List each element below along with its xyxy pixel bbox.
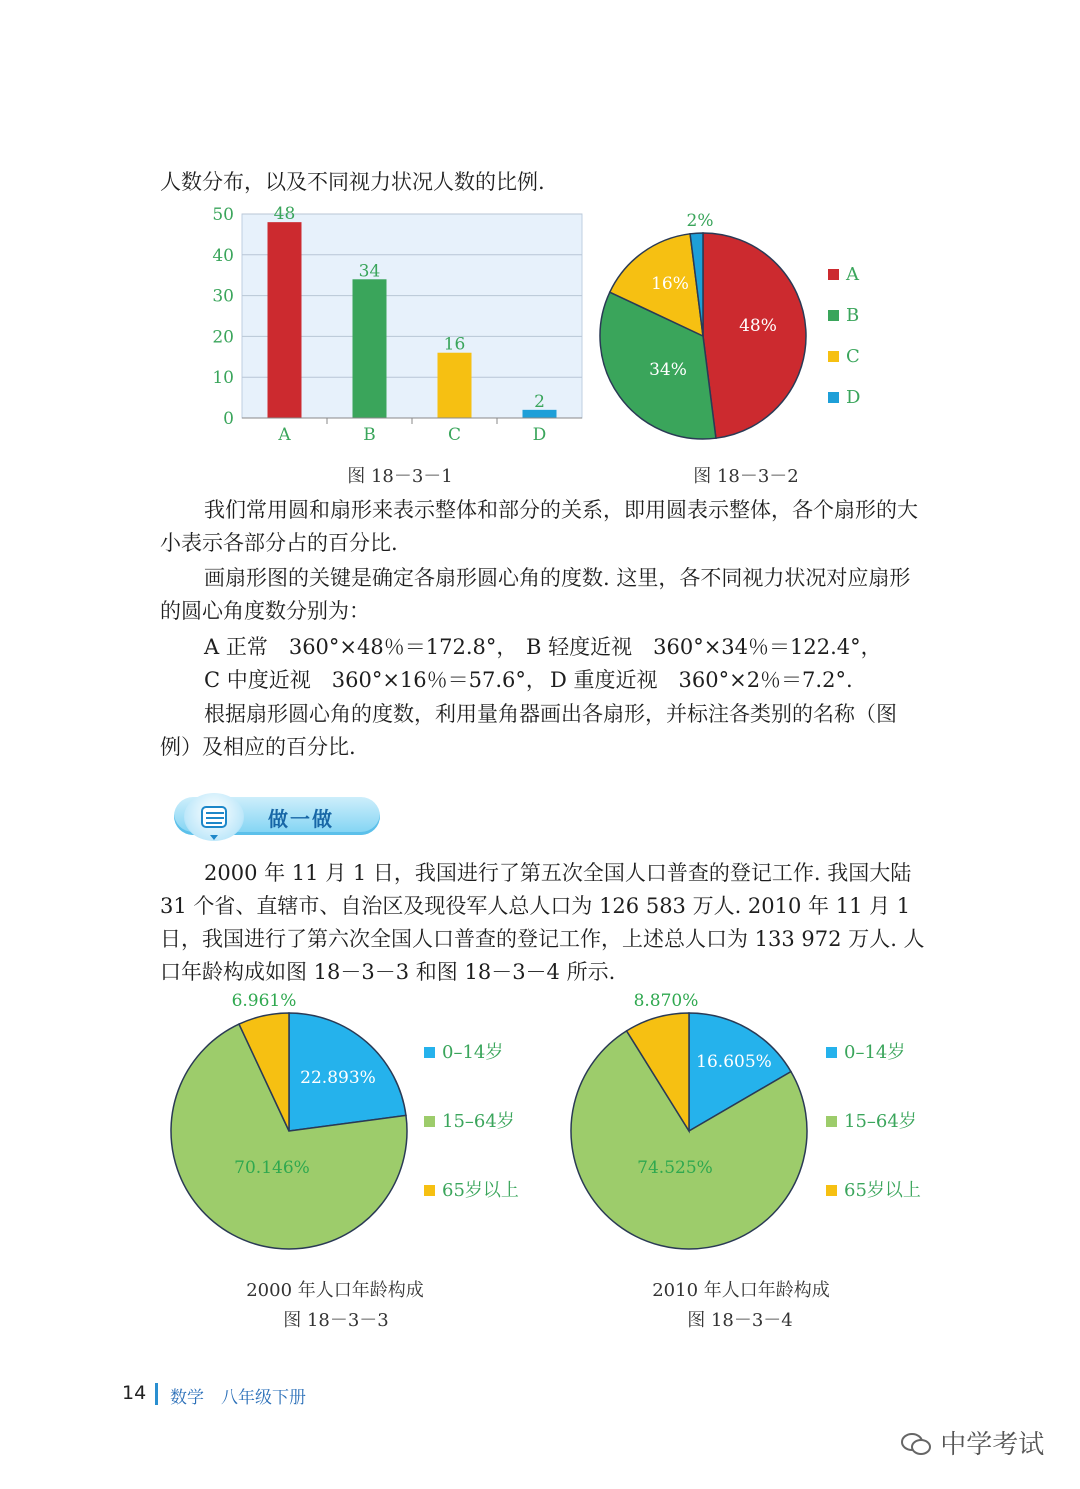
slice-value-label: 74.525% xyxy=(637,1158,713,1178)
section-title: 做一做 xyxy=(268,807,334,831)
paragraph-1: 我们常用圆和扇形来表示整体和部分的关系，即用圆表示整体，各个扇形的大小表示各部分占的百分比. xyxy=(160,498,918,555)
bar-C xyxy=(438,353,472,418)
x-tick-label: B xyxy=(363,425,376,445)
legend-label: C xyxy=(846,346,860,367)
bar-value-label: 2 xyxy=(534,391,545,412)
pie-chart-vision xyxy=(590,206,890,456)
legend-swatch xyxy=(828,310,839,321)
bar-value-label: 34 xyxy=(358,261,381,282)
legend-label: B xyxy=(846,305,860,326)
formula-a: A 正常 360°×48％＝172.8°， xyxy=(204,635,518,659)
legend-label: 0–14岁 xyxy=(844,1042,906,1063)
legend-label: 15–64岁 xyxy=(442,1111,515,1132)
slice-value-label: 16% xyxy=(651,274,689,294)
paragraph-3: 根据扇形圆心角的度数，利用量角器画出各扇形，并标注各类别的名称（图例）及相应的百分比. xyxy=(160,702,897,759)
bar-B xyxy=(353,279,387,418)
legend-swatch xyxy=(424,1185,435,1196)
caption-fig-18-3-4: 图 18－3－4 xyxy=(687,1310,793,1331)
y-tick-label: 40 xyxy=(212,245,234,266)
legend-swatch xyxy=(828,269,839,280)
intro-line: 人数分布，以及不同视力状况人数的比例. xyxy=(160,170,545,194)
formula-d: D 重度近视 360°×2％＝7.2°. xyxy=(550,668,853,692)
paragraph-4: 2000 年 11 月 1 日，我国进行了第五次全国人口普查的登记工作. 我国大陆 31 个省、直辖市、自治区及现役军人总人口为 126 583 万人. 2010 年 11 月 1 日，我国进行了第六次全国人口普查的登记工作，上述总人口为 133 972 万人. 人口年龄构成如图 18－3－3 和图 18－3－4 所示. xyxy=(160,861,925,984)
slice-value-label: 16.605% xyxy=(696,1052,772,1072)
y-tick-label: 10 xyxy=(212,368,234,389)
legend-swatch xyxy=(828,351,839,362)
book-title: 数学 八年级下册 xyxy=(170,1388,306,1408)
slice-value-label: 6.961% xyxy=(231,991,297,1011)
paragraph-2: 画扇形图的关键是确定各扇形圆心角的度数. 这里，各不同视力状况对应扇形的圆心角度数分别为： xyxy=(160,566,911,623)
y-tick-label: 50 xyxy=(212,205,234,225)
title-fig-18-3-4: 2010 年人口年龄构成 xyxy=(652,1280,830,1301)
y-tick-label: 20 xyxy=(212,327,234,348)
legend-swatch xyxy=(826,1047,837,1058)
watermark-text: 中学考试 xyxy=(940,1430,1045,1460)
legend-label: 65岁以上 xyxy=(442,1180,519,1201)
slice-value-label: 48% xyxy=(739,316,777,336)
x-tick-label: D xyxy=(532,425,547,445)
bar-value-label: 48 xyxy=(273,204,296,225)
pie-chart-2010 xyxy=(562,990,942,1260)
y-tick-label: 30 xyxy=(212,286,234,307)
legend-swatch xyxy=(826,1116,837,1127)
formula-b: B 轻度近视 360°×34％＝122.4°， xyxy=(526,635,882,659)
slice-value-label: 8.870% xyxy=(633,991,699,1011)
title-fig-18-3-3: 2000 年人口年龄构成 xyxy=(246,1280,424,1301)
legend-label: 65岁以上 xyxy=(844,1180,921,1201)
legend-swatch xyxy=(424,1047,435,1058)
legend-label: 15–64岁 xyxy=(844,1111,917,1132)
page-number: 14 xyxy=(122,1382,147,1404)
section-banner xyxy=(156,793,380,841)
legend-label: 0–14岁 xyxy=(442,1042,504,1063)
slice-value-label: 2% xyxy=(686,211,714,231)
bar-value-label: 16 xyxy=(443,334,466,355)
bar-chart xyxy=(200,204,600,454)
slice-value-label: 34% xyxy=(649,360,687,380)
bar-A xyxy=(268,222,302,418)
caption-fig-18-3-3: 图 18－3－3 xyxy=(283,1310,389,1331)
footer-divider xyxy=(155,1383,158,1405)
slice-value-label: 70.146% xyxy=(234,1158,310,1178)
hand-pointer-icon xyxy=(184,793,244,841)
legend-label: D xyxy=(846,387,861,408)
legend-label: A xyxy=(846,264,859,285)
legend-swatch xyxy=(826,1185,837,1196)
caption-fig-18-3-1: 图 18－3－1 xyxy=(347,466,453,487)
x-tick-label: A xyxy=(278,425,291,445)
caption-fig-18-3-2: 图 18－3－2 xyxy=(693,466,799,487)
pie-chart-2000 xyxy=(160,990,540,1260)
x-tick-label: C xyxy=(447,425,462,445)
formula-c: C 中度近视 360°×16％＝57.6°， xyxy=(204,668,547,692)
watermark xyxy=(900,1424,1044,1461)
slice-value-label: 22.893% xyxy=(300,1068,376,1088)
y-tick-label: 0 xyxy=(223,409,234,429)
wechat-icon xyxy=(900,1432,932,1456)
legend-swatch xyxy=(828,392,839,403)
legend-swatch xyxy=(424,1116,435,1127)
